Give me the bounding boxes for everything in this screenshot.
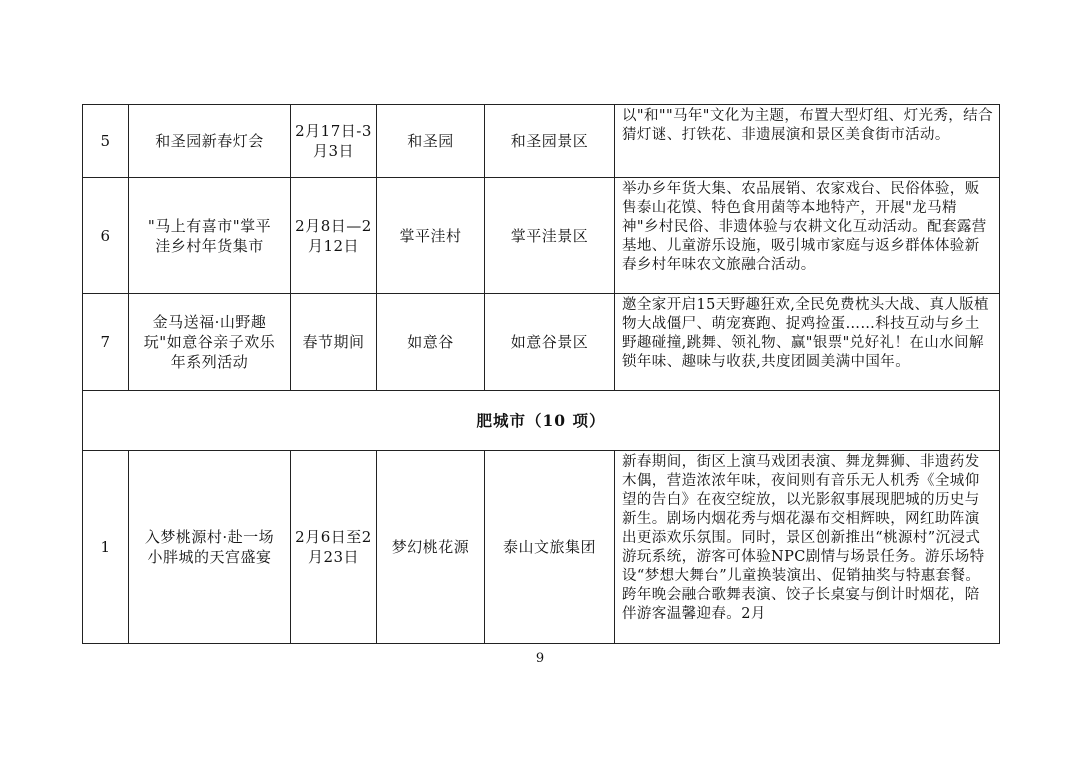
row-number: 1	[83, 451, 129, 644]
activity-organizer: 掌平洼景区	[485, 178, 615, 294]
activity-place: 掌平洼村	[377, 178, 485, 294]
activity-description: 新春期间，街区上演马戏团表演、舞龙舞狮、非遗药发木偶，营造浓浓年味，夜间则有音乐无人机秀《全城仰望的告白》在夜空绽放，以光影叙事展现肥城的历史与新生。剧场内烟花秀与烟花瀑布交相辉映，网红助阵演出更添欢乐氛围。同时，景区创新推出“桃源村”沉浸式游玩系统，游客可体验NPC剧情与场景任务。游乐场特设“梦想大舞台”儿童换装演出、促销抽奖与特惠套餐。跨年晚会融合歌舞表演、饺子长桌宴与倒计时烟花，陪伴游客温馨迎春。2月	[615, 451, 1000, 644]
activity-date: 春节期间	[291, 294, 377, 391]
activity-description: 邀全家开启15天野趣狂欢,全民免费枕头大战、真人版植物大战僵尸、萌宠赛跑、捉鸡捡蛋……科技互动与乡土野趣碰撞,跳舞、领礼物、赢"银票"兑好礼！在山水间解锁年味、趣味与收获,共度团圆美满中国年。	[615, 294, 1000, 391]
activity-date: 2月17日-3月3日	[291, 105, 377, 178]
activity-name: 金马送福·山野趣玩"如意谷亲子欢乐年系列活动	[129, 294, 291, 391]
activity-organizer: 泰山文旅集团	[485, 451, 615, 644]
table-row	[83, 451, 1000, 644]
table-row	[83, 294, 1000, 391]
activity-description: 举办乡年货大集、农品展销、农家戏台、民俗体验，贩售泰山花馍、特色食用菌等本地特产，开展"龙马精神"乡村民俗、非遗体验与农耕文化互动活动。配套露营基地、儿童游乐设施，吸引城市家庭与返乡群体体验新春乡村年味农文旅融合活动。	[615, 178, 1000, 294]
row-number: 6	[83, 178, 129, 294]
activity-organizer: 和圣园景区	[485, 105, 615, 178]
activity-name: "马上有喜市"掌平洼乡村年货集市	[129, 178, 291, 294]
section-title: 肥城市（10 项）	[83, 391, 1000, 451]
activity-date: 2月6日至2月23日	[291, 451, 377, 644]
activity-name: 入梦桃源村·赴一场小胖城的天宫盛宴	[129, 451, 291, 644]
activity-date: 2月8日—2月12日	[291, 178, 377, 294]
activity-place: 梦幻桃花源	[377, 451, 485, 644]
row-number: 5	[83, 105, 129, 178]
activity-organizer: 如意谷景区	[485, 294, 615, 391]
table-row	[83, 105, 1000, 178]
activity-place: 如意谷	[377, 294, 485, 391]
activity-place: 和圣园	[377, 105, 485, 178]
table-row	[83, 178, 1000, 294]
activity-name: 和圣园新春灯会	[129, 105, 291, 178]
section-row	[83, 391, 1000, 451]
page-number: 9	[535, 651, 545, 666]
activity-description: 以"和""马年"文化为主题，布置大型灯组、灯光秀，结合猜灯谜、打铁花、非遗展演和景区美食街市活动。	[615, 105, 1000, 178]
activities-table	[82, 104, 1000, 644]
row-number: 7	[83, 294, 129, 391]
